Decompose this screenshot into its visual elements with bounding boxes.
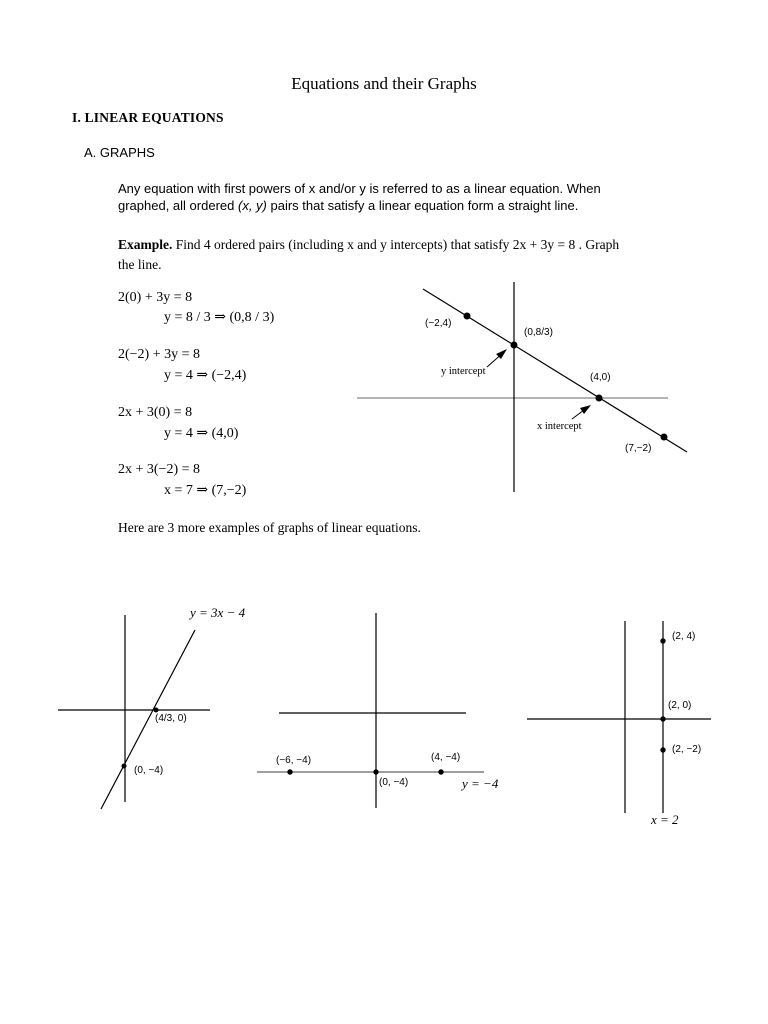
work-line-5: 2x + 3(0) = 8 — [118, 405, 193, 420]
label-point-7-neg2: (7,−2) — [625, 443, 652, 454]
intro-ordered-pair: (x, y) — [237, 198, 267, 213]
graph-a-point-x-int — [154, 708, 159, 713]
example-line-2: the line. — [118, 257, 162, 272]
work-line-7: 2x + 3(−2) = 8 — [118, 462, 201, 477]
graph-b — [257, 613, 484, 808]
label-y-intercept: y intercept — [441, 366, 486, 377]
graph-c — [527, 621, 711, 813]
work-line-6: y = 4 ⇒ (4,0) — [164, 426, 239, 441]
example-label: Example. — [118, 237, 173, 252]
intro-line-1: Any equation with first powers of x and/or y is referred to as a linear equation. When — [118, 181, 601, 196]
work-line-8: x = 7 ⇒ (7,−2) — [164, 483, 247, 498]
x-intercept-arrowhead — [580, 405, 591, 414]
main-graph — [357, 282, 687, 492]
page-title: Equations and their Graphs — [291, 74, 477, 93]
graph-b-label-0: (0, −4) — [379, 777, 409, 788]
graph-c-label-0: (2, 0) — [668, 700, 692, 711]
work-line-1: 2(0) + 3y = 8 — [118, 290, 193, 305]
graph-c-label-neg2: (2, −2) — [672, 744, 702, 755]
label-point-neg2-4: (−2,4) — [425, 318, 452, 329]
point-0-8over3 — [511, 342, 518, 349]
work-line-3: 2(−2) + 3y = 8 — [118, 347, 201, 362]
graph-b-equation: y = −4 — [462, 776, 499, 791]
point-7-neg2 — [661, 434, 668, 441]
intro-text-a: graphed, all ordered — [118, 198, 238, 213]
graph-a-label-x-int: (4/3, 0) — [155, 713, 187, 724]
section-heading: I. LINEAR EQUATIONS — [72, 110, 224, 125]
graph-a — [58, 615, 210, 809]
intro-text-b: pairs that satisfy a linear equation form a straight line. — [266, 198, 579, 213]
label-point-0-8over3: (0,8/3) — [524, 327, 553, 338]
graph-a-point-y-int — [122, 764, 127, 769]
point-4-0 — [596, 395, 603, 402]
graph-a-equation: y = 3x − 4 — [190, 605, 246, 620]
graph-b-point-neg6 — [287, 769, 292, 774]
graph-b-label-4: (4, −4) — [431, 752, 461, 763]
point-neg2-4 — [464, 313, 471, 320]
graph-c-point-4 — [660, 638, 665, 643]
graph-b-point-0 — [373, 769, 378, 774]
graph-c-equation: x = 2 — [651, 812, 679, 827]
graph-c-point-neg2 — [660, 747, 665, 752]
graph-c-point-0 — [660, 716, 665, 721]
subsection-heading: A. GRAPHS — [84, 145, 155, 160]
graph-b-point-4 — [438, 769, 443, 774]
work-line-2: y = 8 / 3 ⇒ (0,8 / 3) — [164, 310, 275, 325]
label-x-intercept: x intercept — [537, 421, 582, 432]
graph-a-label-y-int: (0, −4) — [134, 765, 164, 776]
more-examples-text: Here are 3 more examples of graphs of linear equations. — [118, 520, 421, 535]
graph-c-label-4: (2, 4) — [672, 631, 696, 642]
example-text: Find 4 ordered pairs (including x and y intercepts) that satisfy 2x + 3y = 8 . Graph — [172, 237, 620, 252]
graph-b-label-neg6: (−6, −4) — [276, 755, 312, 766]
label-point-4-0: (4,0) — [590, 372, 611, 383]
work-line-4: y = 4 ⇒ (−2,4) — [164, 368, 247, 383]
